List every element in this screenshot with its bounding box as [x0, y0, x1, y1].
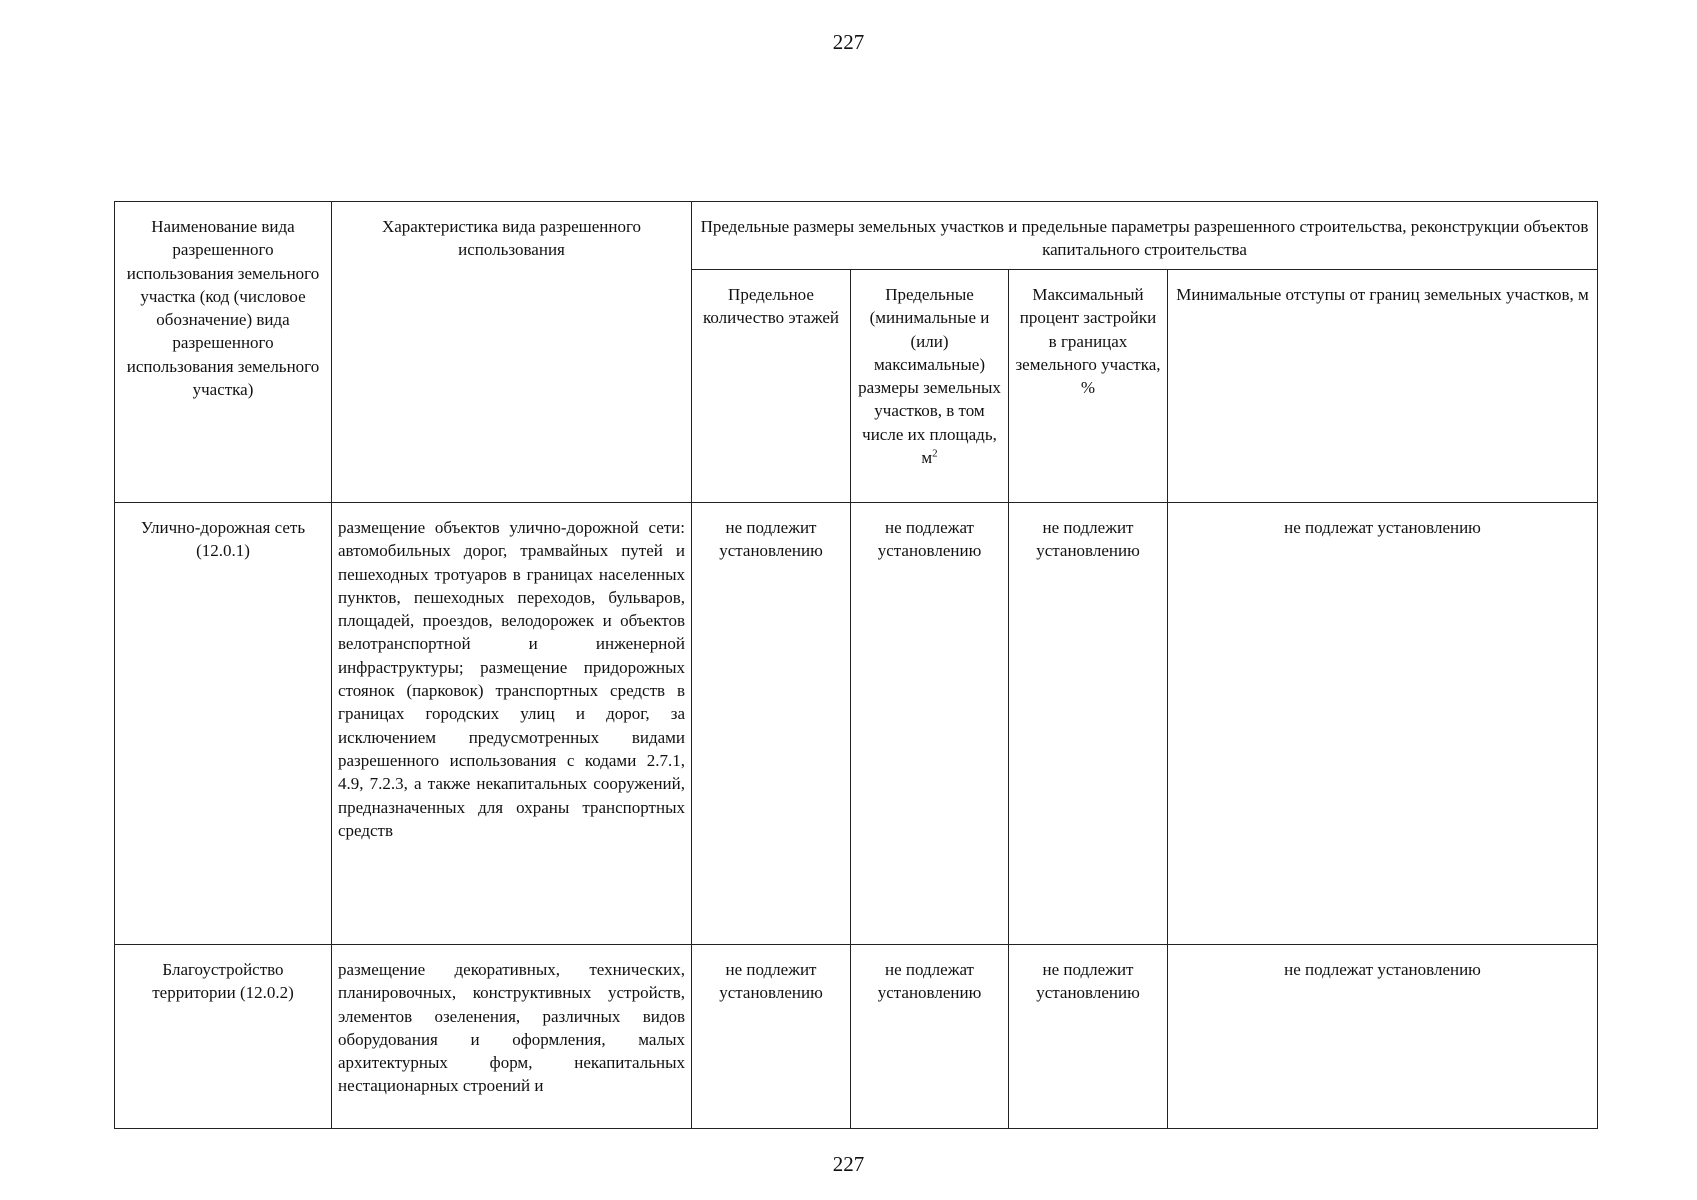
row-characteristic: размещение объектов улично-дорожной сети: автомобильных дорог, трамвайных путей и пешеходных тротуаров в границах населенных пунктов, пешеходных переходов, бульваров, площадей, проездов, велодорожек и объектов велотранспортной и инженерной инфраструктуры; размещение придорожных стоянок (парковок) транспортных средств в границах городских улиц и дорог, за исключением предусмотренных видами разрешенного использования с кодами 2.7.1, 4.9, 7.2.3, а также некапитальных сооружений, предназначенных для охраны транспортных средств — [332, 503, 692, 945]
page-number-top: 227 — [832, 30, 865, 54]
row-name: Улично-дорожная сеть (12.0.1) — [115, 503, 332, 945]
row-coverage: не подлежит установлению — [1009, 503, 1168, 945]
header-name: Наименование вида разрешенного использования земельного участка (код (числовое обозначение) вида разрешенного использования земельного участка) — [115, 202, 332, 503]
header-characteristic: Характеристика вида разрешенного использования — [332, 202, 692, 503]
header-coverage: Максимальный процент застройки в границах земельного участка, % — [1009, 270, 1168, 503]
regulations-table — [114, 201, 1598, 1129]
row-floors: не подлежит установлению — [692, 945, 851, 1129]
header-sizes-text: Предельные (минимальные и (или) максимальные) размеры земельных участков, в том числе их площадь, м — [858, 285, 1001, 468]
row-sizes: не подлежат установлению — [851, 503, 1009, 945]
header-limits-group: Предельные размеры земельных участков и предельные параметры разрешенного строительства, реконструкции объектов капитального строительства — [692, 202, 1598, 270]
header-sizes-superscript: 2 — [932, 447, 938, 460]
row-setbacks: не подлежат установлению — [1168, 945, 1598, 1129]
page-number-bottom: 227 — [832, 1152, 865, 1176]
header-setbacks: Минимальные отступы от границ земельных участков, м — [1168, 270, 1598, 503]
row-characteristic: размещение декоративных, технических, планировочных, конструктивных устройств, элементов озеленения, различных видов оборудования и оформления, малых архитектурных форм, некапитальных нестационарных строений и — [332, 945, 692, 1129]
table-row — [115, 945, 1598, 1129]
row-sizes: не подлежат установлению — [851, 945, 1009, 1129]
table-row — [115, 503, 1598, 945]
row-setbacks: не подлежат установлению — [1168, 503, 1598, 945]
header-floors: Предельное количество этажей — [692, 270, 851, 503]
row-floors: не подлежит установлению — [692, 503, 851, 945]
header-sizes — [851, 270, 1009, 503]
row-name: Благоустройство территории (12.0.2) — [115, 945, 332, 1129]
row-coverage: не подлежит установлению — [1009, 945, 1168, 1129]
